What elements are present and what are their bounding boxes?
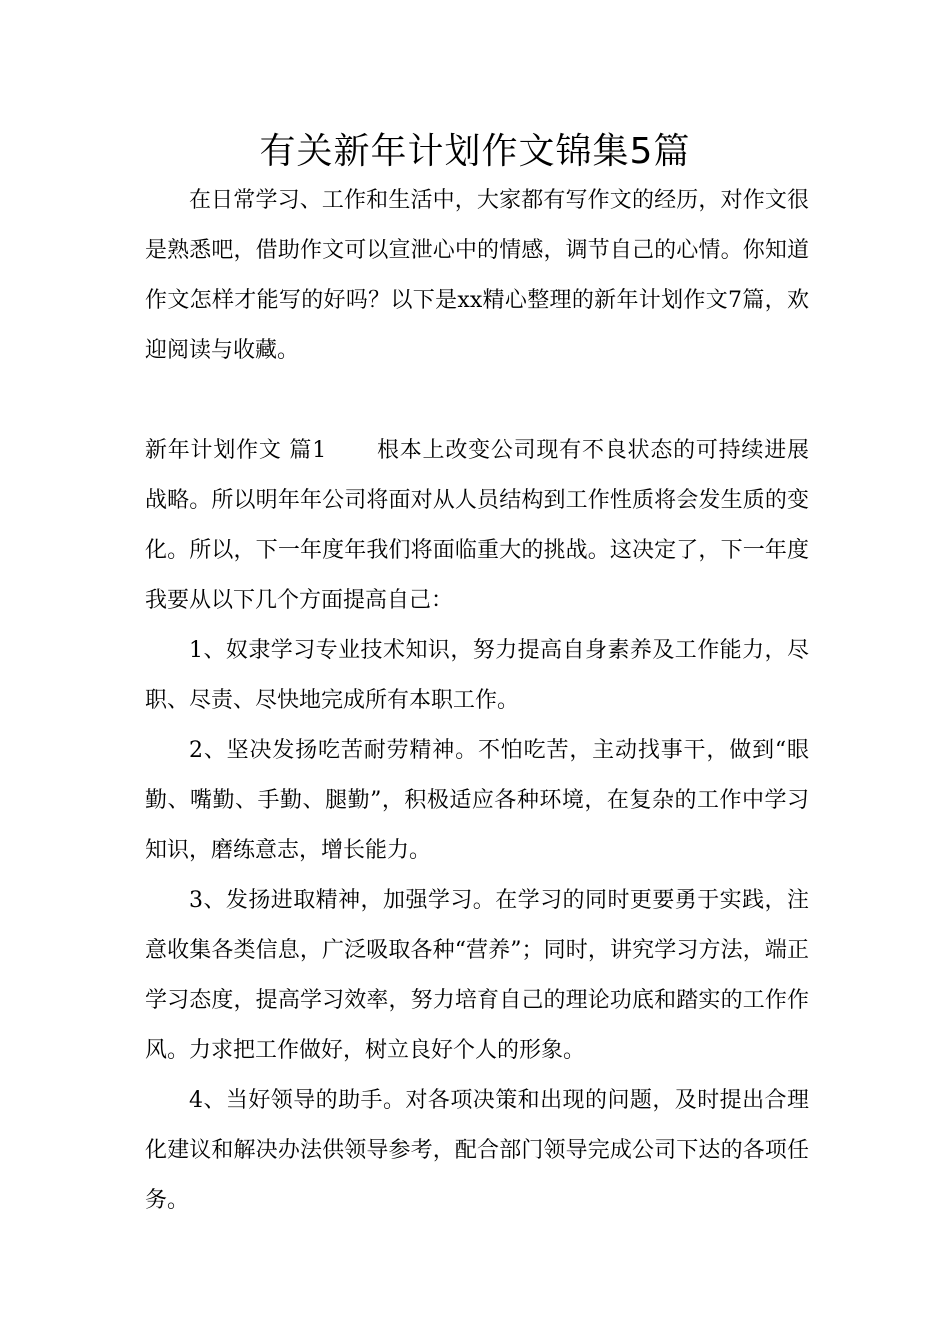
intro-block [145,176,809,376]
list-item: 1、奴隶学习专业技术知识，努力提高自身素养及工作能力，尽职、尽责、尽快地完成所有本职工作。 [145,638,809,713]
document-title: 有关新年计划作文锦集5篇 [259,131,691,172]
section-1-heading: 新年计划作文 篇1 [145,438,327,463]
list-item: 2、坚决发扬吃苦耐劳精神。不怕吃苦，主动找事干，做到“眼勤、嘴勤、手勤、腿勤”，积极适应各种环境，在复杂的工作中学习知识，磨练意志，增长能力。 [145,738,809,863]
section-1-lead: 根本上改变公司现有不良状态的可持续进展战略。所以明年年公司将面对从人员结构到工作性质将会发生质的变化。所以，下一年度年我们将面临重大的挑战。这决定了，下一年度我要从以下几个方面提高自己： [145,438,809,613]
intro-paragraph: 在日常学习、工作和生活中，大家都有写作文的经历，对作文很是熟悉吧，借助作文可以宣泄心中的情感，调节自己的心情。你知道作文怎样才能写的好吗？以下是xx精心整理的新年计划作文7篇，欢迎阅读与收藏。 [145,188,809,363]
section-1-lead-paragraph [145,426,809,626]
section-1 [145,426,809,1226]
list-item: 3、发扬进取精神，加强学习。在学习的同时更要勇于实践，注意收集各类信息，广泛吸取各种“营养”；同时，讲究学习方法，端正学习态度，提高学习效率，努力培育自己的理论功底和踏实的工作作风。力求把工作做好，树立良好个人的形象。 [145,888,809,1063]
list-item: 4、当好领导的助手。对各项决策和出现的问题，及时提出合理化建议和解决办法供领导参考，配合部门领导完成公司下达的各项任务。 [145,1088,809,1213]
